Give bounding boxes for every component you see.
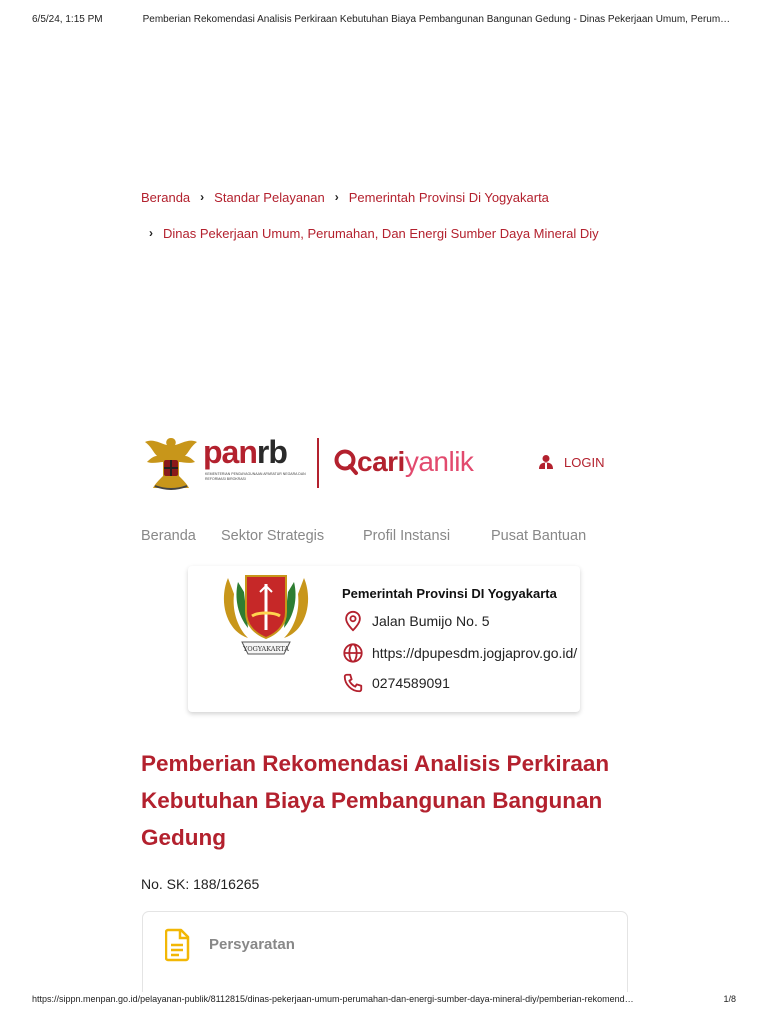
login-button[interactable] bbox=[538, 454, 604, 470]
cariyanlik-logo-red: cari bbox=[357, 446, 405, 477]
document-icon bbox=[165, 928, 191, 962]
institution-address-row bbox=[342, 610, 490, 632]
institution-phone[interactable]: 0274589091 bbox=[372, 675, 450, 691]
nav-pusat-bantuan[interactable]: Pusat Bantuan bbox=[491, 528, 587, 544]
breadcrumb-dinas[interactable]: Dinas Pekerjaan Umum, Perumahan, Dan Energi Sumber Daya Mineral Diy bbox=[163, 225, 599, 241]
print-page-number: 1/8 bbox=[723, 994, 736, 1004]
breadcrumb-separator: › bbox=[149, 226, 153, 240]
main-nav bbox=[141, 528, 586, 544]
brand-header bbox=[143, 432, 613, 494]
user-icon bbox=[538, 454, 554, 470]
institution-card bbox=[188, 566, 580, 712]
requirements-card[interactable] bbox=[142, 911, 628, 992]
institution-phone-row bbox=[342, 672, 450, 694]
print-url: https://sippn.menpan.go.id/pelayanan-publik/8112815/dinas-pekerjaan-umum-perumahan-dan-energi-sumber-daya-mineral-diy/pemberian-rekomend… bbox=[32, 994, 634, 1004]
breadcrumb-separator: › bbox=[200, 190, 205, 204]
globe-icon bbox=[342, 642, 364, 664]
sk-number: No. SK: 188/16265 bbox=[141, 876, 260, 892]
breadcrumb-separator: › bbox=[334, 190, 339, 204]
garuda-emblem-icon bbox=[143, 432, 199, 492]
panrb-subtitle: KEMENTERIAN PENDAYAGUNAAN APARATUR NEGARA DAN REFORMASI BIROKRASI bbox=[205, 472, 306, 481]
breadcrumb-standar-pelayanan[interactable]: Standar Pelayanan bbox=[214, 189, 325, 205]
cariyanlik-logo[interactable] bbox=[357, 446, 473, 478]
cariyanlik-search-icon bbox=[333, 448, 359, 476]
panrb-logo[interactable] bbox=[203, 434, 287, 471]
phone-icon bbox=[342, 672, 364, 694]
yogyakarta-emblem-icon bbox=[220, 572, 312, 664]
nav-beranda[interactable]: Beranda bbox=[141, 528, 196, 544]
nav-sektor-strategis[interactable]: Sektor Strategis bbox=[221, 528, 325, 544]
login-label: LOGIN bbox=[564, 454, 605, 470]
nav-profil-instansi[interactable]: Profil Instansi bbox=[363, 528, 451, 544]
print-footer bbox=[32, 994, 736, 1004]
cariyanlik-logo-pink: yanlik bbox=[404, 446, 474, 477]
breadcrumb-home[interactable]: Beranda bbox=[141, 189, 191, 205]
panrb-logo-dark: rb bbox=[256, 434, 287, 470]
emblem-caption: YOGYAKARTA bbox=[243, 645, 289, 653]
print-page-title: Pemberian Rekomendasi Analisis Perkiraan Kebutuhan Biaya Pembangunan Bangunan Gedung - Dinas Pekerjaan Umum, Perum… bbox=[142, 14, 731, 25]
breadcrumb bbox=[141, 188, 599, 241]
institution-name: Pemerintah Provinsi DI Yogyakarta bbox=[342, 586, 557, 601]
service-title: Pemberian Rekomendasi Analisis Perkiraan Kebutuhan Biaya Pembangunan Bangunan Gedung bbox=[141, 751, 610, 850]
map-pin-icon bbox=[342, 610, 364, 632]
institution-website-link[interactable]: https://dpupesdm.jogjaprov.go.id/ bbox=[372, 645, 578, 661]
institution-address: Jalan Bumijo No. 5 bbox=[372, 613, 490, 629]
print-header bbox=[32, 14, 736, 25]
brand-divider bbox=[317, 438, 319, 488]
breadcrumb-pemerintah-provinsi[interactable]: Pemerintah Provinsi Di Yogyakarta bbox=[348, 189, 549, 205]
requirements-label: Persyaratan bbox=[209, 936, 295, 953]
panrb-logo-red: pan bbox=[203, 434, 257, 470]
print-datetime: 6/5/24, 1:15 PM bbox=[32, 14, 103, 25]
institution-website-row bbox=[342, 642, 577, 664]
